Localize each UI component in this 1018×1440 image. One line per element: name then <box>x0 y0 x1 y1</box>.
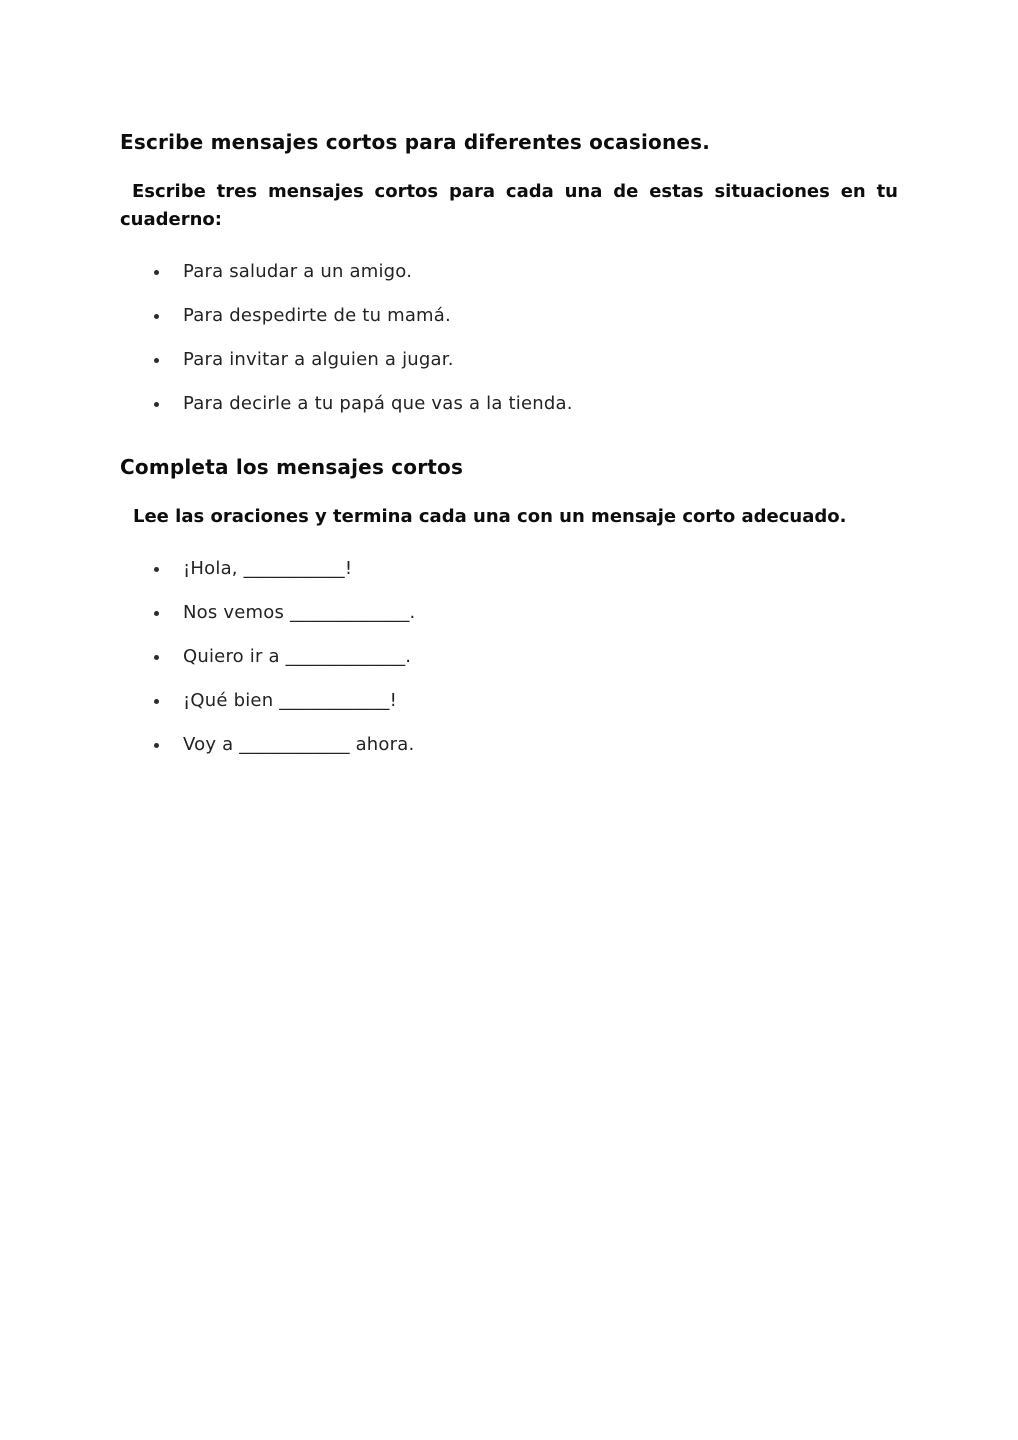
section2-instructions: Lee las oraciones y termina cada una con un mensaje corto adecuado. <box>133 506 847 527</box>
bullet-item: Para decirle a tu papá que vas a la tienda. <box>120 394 898 414</box>
bullet-item-fill-blank: ¡Qué bien ____________! <box>120 691 898 711</box>
bullet-item-fill-blank: Nos vemos _____________. <box>120 603 898 623</box>
bullet-item-fill-blank: ¡Hola, ___________! <box>120 559 898 579</box>
bullet-item-fill-blank: Quiero ir a _____________. <box>120 647 898 667</box>
bullet-item: Para despedirte de tu mamá. <box>120 306 898 326</box>
section2-bullet-list <box>120 559 898 755</box>
section1-bullet-list <box>120 262 898 414</box>
section1-title: Escribe mensajes cortos para diferentes ocasiones. <box>120 130 711 154</box>
bullet-item: Para invitar a alguien a jugar. <box>120 350 898 370</box>
bullet-item: Para saludar a un amigo. <box>120 262 898 282</box>
section1-instructions: Escribe tres mensajes cortos para cada una de estas situaciones en tu cuaderno: <box>120 181 898 230</box>
bullet-item-fill-blank: Voy a ____________ ahora. <box>120 735 898 755</box>
section2 <box>120 455 898 755</box>
section2-title: Completa los mensajes cortos <box>120 455 464 479</box>
